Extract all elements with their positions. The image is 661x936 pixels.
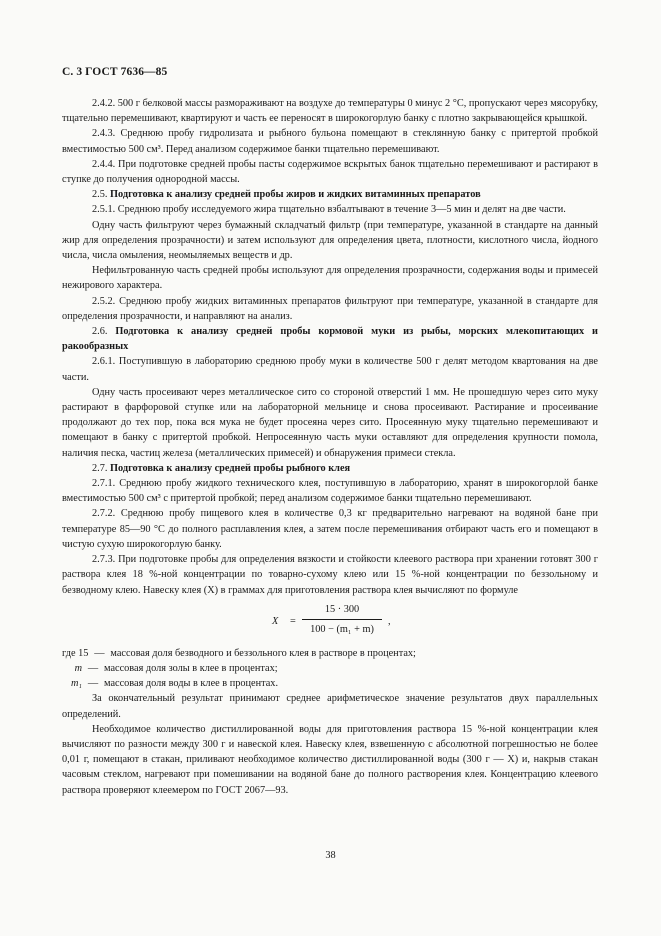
paragraph-2-5-1-c: Нефильтрованную часть средней пробы используют для определения прозрачности, содержания воды и примесей нежирового характера. bbox=[62, 265, 598, 292]
formula-equals: = bbox=[290, 615, 296, 627]
page-number: 38 bbox=[325, 850, 336, 861]
section-number: 2.5. bbox=[92, 189, 108, 201]
where-dash: — bbox=[87, 662, 99, 674]
paragraph-2-4-2: 2.4.2. 500 г белковой массы размораживают на воздухе до температуры 0 минус 2 °С, пропускают через мясорубку, тщательно перемешивают, квартируют и часть ее переносят в широкогорлую банку с плотно закрывающейся крышкой. bbox=[62, 98, 598, 125]
paragraph-2-7-2: 2.7.2. Среднюю пробу пищевого клея в количестве 0,3 кг предварительно нагревают на водяной бане при температуре 85—90 °С до полного расплавления клея, а затем после перемешивания отбирают часть его и помещают в чистую сухую широкогорлую банку. bbox=[62, 508, 598, 550]
where-symbol: m bbox=[74, 662, 82, 674]
paragraph-2-7-3: 2.7.3. При подготовке пробы для определения вязкости и стойкости клеевого раствора при хранении готовят 300 г раствора клея 18 %-ной концентрации по товарно-сухому клею или 15 %-ной концентрации по беззольному и безводному клею. Навеску клея (X) в граммах для приготовления раствора клея вычисляют по формуле bbox=[62, 554, 598, 596]
where-line-2 bbox=[62, 661, 598, 676]
where-text: массовая доля безводного и беззольного клея в растворе в процентах; bbox=[110, 647, 416, 659]
paragraph-2-5-2: 2.5.2. Среднюю пробу жидких витаминных препаратов фильтруют при температуре, указанной в стандарте для определения прозрачности, и направляют на анализ. bbox=[62, 295, 598, 322]
paragraph-2-5-1-b: Одну часть фильтруют через бумажный складчатый фильтр (при температуре, указанной в стандарте на данный жир для определения прозрачности) и затем используют для определения цвета, плотности, кислотного числа, йодного числа, числа омыления, неомыляемых веществ и др. bbox=[62, 219, 598, 262]
where-line-1 bbox=[62, 646, 598, 661]
formula-fraction bbox=[302, 602, 382, 637]
formula-numerator: 15 · 300 bbox=[302, 602, 382, 620]
formula-denominator: 100 − (m₁ + m) bbox=[310, 623, 374, 635]
paragraph-2-4-4: 2.4.4. При подготовке средней пробы пасты содержимое вскрытых банок тщательно перемешивают и растирают в ступке до получения однородной массы. bbox=[62, 158, 598, 186]
formula-lhs: X bbox=[272, 615, 279, 627]
paragraph-water: Необходимое количество дистиллированной воды для приготовления раствора 15 %-ной концентрации клея вычисляют по разности между 300 г и навеской клея. Навеску клея, взвешенную с абсолютной погрешностью не более 0,01 г, помещают в стакан, приливают необходимое количество дистиллированной воды (300 г — X) и, накрыв стакан часовым стеклом, нагревают при помешивании на водяной бане до полного растворения клея. Концентрацию клеевого раствора проверяют клеемером по ГОСТ 2067—93. bbox=[62, 723, 598, 796]
section-2-5-heading bbox=[62, 187, 598, 202]
section-title: Подготовка к анализу средней пробы рыбного клея bbox=[110, 462, 351, 474]
document-body bbox=[62, 96, 598, 798]
section-title: Подготовка к анализу средней пробы жиров и жидких витаминных препаратов bbox=[110, 189, 481, 201]
paragraph-2-6-1: 2.6.1. Поступившую в лабораторию среднюю пробу муки в количестве 500 г делят методом квартования на две части. bbox=[62, 356, 598, 383]
paragraph-2-7-1: 2.7.1. Среднюю пробу жидкого технического клея, поступившую в лабораторию, хранят в широкогорлой банке вместимостью 500 см³ с притертой пробкой; перед анализом содержимое банки тщательно перемешивают. bbox=[62, 478, 598, 505]
where-text: массовая доля воды в клее в процентах. bbox=[104, 678, 279, 690]
where-line-3 bbox=[62, 676, 598, 691]
formula-comma: , bbox=[388, 615, 391, 627]
paragraph-2-4-3: 2.4.3. Среднюю пробу гидролизата и рыбного бульона помещают в стеклянную банку с притертой пробкой вместимостью 500 см³. Перед анализом содержимое банки тщательно перемешивают. bbox=[62, 128, 598, 155]
section-2-6-heading bbox=[62, 324, 598, 354]
paragraph-2-5-1: 2.5.1. Среднюю пробу исследуемого жира тщательно взбалтывают в течение 3—5 мин и делят на две части. bbox=[92, 204, 566, 216]
where-text: массовая доля золы в клее в процентах; bbox=[104, 662, 278, 674]
section-2-7-heading bbox=[62, 461, 598, 476]
where-dash: — bbox=[94, 647, 105, 659]
page-header: С. 3 ГОСТ 7636—85 bbox=[62, 66, 168, 78]
where-intro: где 15 bbox=[62, 647, 89, 659]
paragraph-2-6-1-b: Одну часть просеивают через металлическое сито со стороной отверстий 1 мм. Не прошедшую через сито муку растирают в фарфоровой ступке или на лабораторной мельнице и снова просеивают. Растирание и просеивание продолжают до тех пор, пока вся мука не будет просеяна через сито. Просеянную муку тщательно перемешивают и помещают в банку с притертой пробкой. Непросеянную часть муки оставляют для определения крупности помола, наличия песка, частиц железа (металлических примесей) и обнаружения примеси стекла. bbox=[62, 386, 598, 459]
section-number: 2.7. bbox=[92, 462, 108, 474]
paragraph-result: За окончательный результат принимают среднее арифметическое значение результатов двух параллельных определений. bbox=[62, 693, 598, 720]
where-dash: — bbox=[87, 678, 99, 690]
where-symbol: m₁ bbox=[70, 678, 82, 690]
formula bbox=[62, 602, 598, 644]
section-title: Подготовка к анализу средней пробы кормовой муки из рыбы, морских млекопитающих и ракообразных bbox=[62, 326, 598, 353]
section-number: 2.6. bbox=[92, 326, 108, 338]
